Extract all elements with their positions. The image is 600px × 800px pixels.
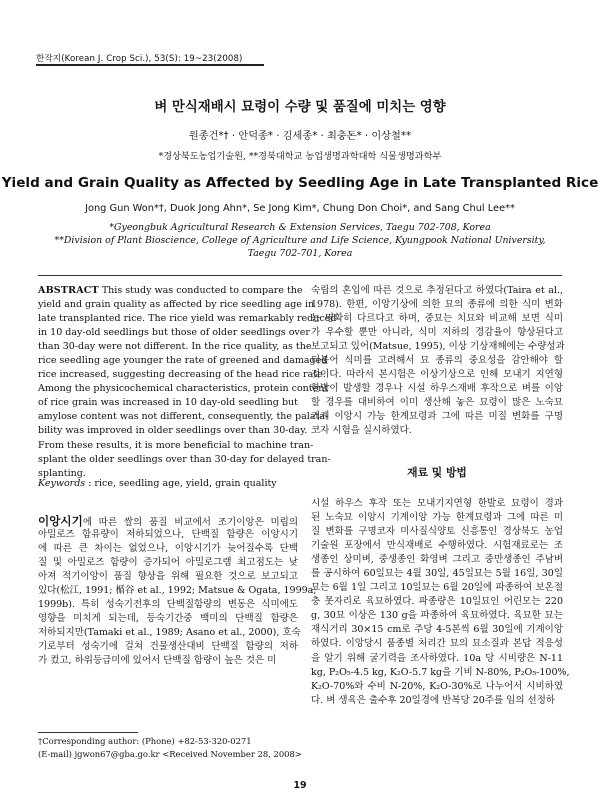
text-line-content: bility was improved in older seedlings over than 30-day. [38, 425, 308, 437]
text-line [311, 368, 563, 382]
text-line [38, 326, 310, 340]
footnote-line: (E-mail) jgwon67@gba.go.kr <Received November 28, 2008> [38, 749, 302, 759]
text-line-content: 시설 하우스 후작 또는 모내기지연형 한발로 묘령이 경과 [311, 498, 563, 509]
text-line [311, 396, 563, 410]
text-line-content: 질 및 아밀로즈 함량이 증가되어 아밀로그램 최고점도는 낮 [38, 557, 298, 569]
affiliation-english [40, 221, 560, 261]
text-line-content: 것이다. 따라서 본시험은 이상기상으로 인해 모내기 지연형 [311, 369, 563, 381]
text-line-content: 는 명확히 다르다고 하며, 중묘는 치묘와 비교해 보면 식미 [311, 313, 563, 325]
text-line [38, 298, 315, 312]
text-line-content: 기술원 포장에서 만식재배로 수행하였다. 시험재료로는 조 [311, 540, 563, 552]
keywords-label: Keywords [38, 478, 86, 489]
text-line [38, 626, 301, 640]
affiliation-line: *Gyeongbuk Agricultural Research & Extension Services, Taegu 702-708, Korea [109, 222, 491, 233]
text-line [311, 567, 563, 581]
authors-english: Jong Gun Won*†, Duok Jong Ahn*, Se Jong Kim*, Chung Don Choi*, and Sang Chul Lee** [85, 203, 515, 214]
text-line-content: 한발이 발생할 경우나 시설 하우스재배 후작으로 벼를 이앙 [311, 383, 563, 395]
text-line [38, 368, 326, 382]
keywords-text: : rice, seedling age, yield, grain quality [85, 478, 277, 489]
text-line-content: 을 알기 위해 굴기력을 조사하였다. 10a 당 시비량은 N-11 [311, 652, 563, 664]
text-line-content: 를 공시하여 60일묘는 4월 30일, 45일묘는 5월 16일, 30일 [311, 568, 563, 580]
affiliation-korean: *경상북도농업기술원, **경북대학교 농업생명과학대학 식물생명과학부 [158, 151, 442, 162]
text-line-content: in 10 day-old seedlings but those of older seedlings over [38, 327, 310, 339]
text-line [311, 312, 563, 326]
text-line-content: This study was conducted to compare the [98, 285, 303, 296]
text-line-content: rice seedling age younger the rate of greened and damaged [38, 355, 328, 367]
text-line [38, 453, 331, 467]
text-line-content: 저하되지만(Tamaki et al., 1989; Asano et al., 2000), 호숙 [38, 627, 301, 639]
affiliation-line: Taegu 702-701, Korea [247, 248, 353, 260]
keywords [38, 478, 277, 489]
text-line-content: 코자 시험을 실시하였다. [311, 425, 412, 437]
text-line [38, 312, 337, 326]
text-line-content: 기계 이앙시 가능 한계묘령과 그에 따른 미질 변화를 구명 [311, 411, 563, 423]
text-line-content: From these results, it is more beneficial to machine tran- [38, 439, 314, 451]
text-line-content: kg, P₂O₅-4.5 kg, K₂O-5.7 kg을 기비 N-80%, P₂O₅-100%, [311, 666, 570, 678]
text-line-content: 가 컸고, 하위등급미에 있어서 단백질 함량이 높은 것은 미 [38, 655, 277, 667]
text-line [311, 298, 563, 312]
text-line-content: 있다(松江, 1991; 楯谷 et al., 1992; Matsue & Ogata, 1999a; [38, 585, 317, 597]
text-line [311, 553, 563, 567]
text-line [38, 382, 329, 396]
text-line-content: 보고되고 있어(Matsue, 1995), 이상 기상재해에는 수량성과 [311, 341, 565, 353]
text-line [311, 652, 563, 666]
right-column-intro [311, 284, 563, 439]
text-line [38, 584, 317, 598]
text-line [311, 666, 570, 680]
text-line [38, 570, 298, 584]
text-line [311, 694, 563, 708]
text-line-content: late transplanted rice. The rice yield was remarkably reduced [38, 313, 337, 325]
text-line-content: 영향을 미치게 되는데, 등숙기간중 백미의 단백질 함량은 [38, 613, 298, 625]
title-english: Yield and Grain Quality as Affected by Seedling Age in Late Transplanted Rice [1, 175, 599, 191]
text-line-content: 가 우수할 뿐만 아니라, 식미 저하의 경감율이 향상된다고 [311, 327, 563, 339]
text-line [38, 439, 314, 453]
text-line [38, 528, 298, 542]
text-line [311, 637, 563, 651]
text-line [38, 410, 329, 424]
text-line-content: 생종인 상미벼, 중생종인 화영벼 그리고 중만생종인 주남벼 [311, 554, 563, 566]
text-line [311, 680, 563, 694]
text-line [311, 497, 563, 511]
text-line [311, 511, 563, 525]
text-line [311, 581, 563, 595]
text-line-content: 1999b). 특히 성숙기전후의 단백질함량의 변동은 식미에도 [38, 599, 298, 611]
text-line-content: g, 30묘 이상은 130 g을 파종하여 육묘하였다. 육묘한 묘는 [311, 610, 563, 622]
text-line [38, 640, 298, 654]
text-line-content: of rice grain was increased in 10 day-old seedling but [38, 397, 298, 409]
text-line [38, 354, 328, 368]
text-line-content: splanting. [38, 467, 86, 479]
text-line-content: 질 변화를 구명코자 미사질식양토 신흥통인 경상북도 농업 [311, 526, 563, 538]
methods-text [311, 497, 570, 708]
text-line-content: 기로부터 성숙기에 걸쳐 건물생산대비 단백질 함량의 저하 [38, 641, 298, 653]
intro-lead-word: 이앙시기 [38, 514, 83, 528]
text-line-content: Among the physicochemical characteristics, protein content [38, 383, 329, 395]
text-line-content: 된 노숙묘 이앙시 기계이앙 가능 한계묘령과 그에 따른 미 [311, 512, 563, 524]
introduction [38, 514, 317, 669]
text-line-content: splant the older seedlings over than 30-day for delayed tran- [38, 453, 331, 465]
text-line [38, 340, 312, 354]
text-line [38, 284, 303, 298]
text-line [311, 326, 563, 340]
text-line-content: amylose content was not different, consequently, the palata- [38, 411, 329, 423]
text-line [311, 539, 563, 553]
text-line [311, 382, 563, 396]
text-line-content: 충 못자리로 육묘하였다. 파종량은 10일묘인 어린모는 220 [311, 596, 563, 608]
text-line [311, 525, 563, 539]
journal-citation: 한작지(Korean J. Crop Sci.), 53(S): 19~23(2008) [36, 54, 243, 64]
introduction-continued [311, 284, 563, 439]
text-line-content: 묘는 6월 1일 그리고 10일묘는 6월 20일에 파종하여 보온절 [311, 582, 563, 594]
left-column [38, 284, 337, 487]
text-line [311, 354, 563, 368]
footnote [38, 735, 300, 761]
text-line-content: 더불어 식미를 고려해서 묘 종류의 중요성을 감안해야 할 [311, 355, 563, 367]
journal-rule [36, 64, 264, 66]
text-line-content: yield and grain quality as affected by rice seedling age in [38, 299, 315, 311]
abstract [38, 284, 337, 481]
text-line [38, 556, 298, 570]
text-line [38, 654, 298, 668]
text-line [38, 612, 298, 626]
footnote-rule [38, 732, 138, 733]
text-line-content: 에 따른 쌀의 품질 비교에서 조기이앙은 미립의 [82, 517, 298, 528]
title-korean: 벼 만식재배시 묘령이 수량 및 품질에 미치는 영향 [154, 100, 446, 115]
text-line [38, 396, 298, 410]
footnote-line: †Corresponding author: (Phone) +82-53-320-0271 [38, 736, 252, 746]
text-line-content: 아밀로즈 함유량이 저하되었으나, 단백질 함량은 이앙시기 [38, 529, 298, 541]
text-line-content: 숙립의 혼입에 따른 것으로 추정된다고 하였다(Taira et al., [311, 285, 563, 296]
page-number: 19 [293, 780, 307, 791]
text-line-content: 다. 벼 생육은 출수후 20일경에 반복당 20주를 임의 선정하 [311, 694, 556, 706]
text-line [38, 514, 298, 528]
text-line-content: 1978). 한편, 이앙기상에 의한 묘의 종류에 의한 식미 변화 [311, 299, 563, 311]
abstract-label: ABSTRACT [38, 285, 99, 296]
text-line-content: than 30-day were not different. In the rice quality, as the [38, 341, 312, 353]
text-line [311, 623, 563, 637]
text-line-content: 할 경우를 대비하여 이미 생산해 놓은 묘령이 많은 노숙묘 [311, 397, 563, 409]
authors-korean: 원종건*† · 안덕종* · 김세종* · 최충돈* · 이상철** [188, 131, 412, 142]
text-line [311, 340, 563, 354]
text-line [38, 424, 308, 438]
text-line [311, 595, 563, 609]
introduction-text [38, 514, 317, 669]
affiliation-line: **Division of Plant Bioscience, College of Agriculture and Life Science, Kyungpook National University, [54, 235, 546, 247]
text-line-content: K₂O-70%와 수비 N-20%, K₂O-30%로 나누어서 시비하였 [311, 680, 563, 692]
text-line [311, 424, 563, 438]
text-line [38, 542, 298, 556]
section-heading-methods: 재료 및 방법 [407, 466, 467, 479]
text-line-content: 아져 적기이앙이 품질 향상을 위해 필요한 것으로 보고되고 [38, 571, 298, 583]
text-line-content: 에 따른 큰 차이는 없었으나, 이앙시기가 늦어질수록 단백 [38, 543, 298, 555]
text-line [311, 609, 563, 623]
methods-column [311, 497, 570, 708]
text-line-content: 재식거리 30×15 cm로 주당 4-5본씩 6월 30일에 기계이앙 [311, 624, 563, 636]
text-line-content: rice increased, suggesting decreasing of the head rice rate. [38, 369, 326, 381]
text-line [38, 598, 298, 612]
text-line [311, 284, 563, 298]
text-line-content: 하였다. 이앙당시 품종별 처리간 묘의 묘소질과 본답 적응성 [311, 638, 563, 650]
text-line [311, 410, 563, 424]
header-divider [38, 275, 562, 276]
